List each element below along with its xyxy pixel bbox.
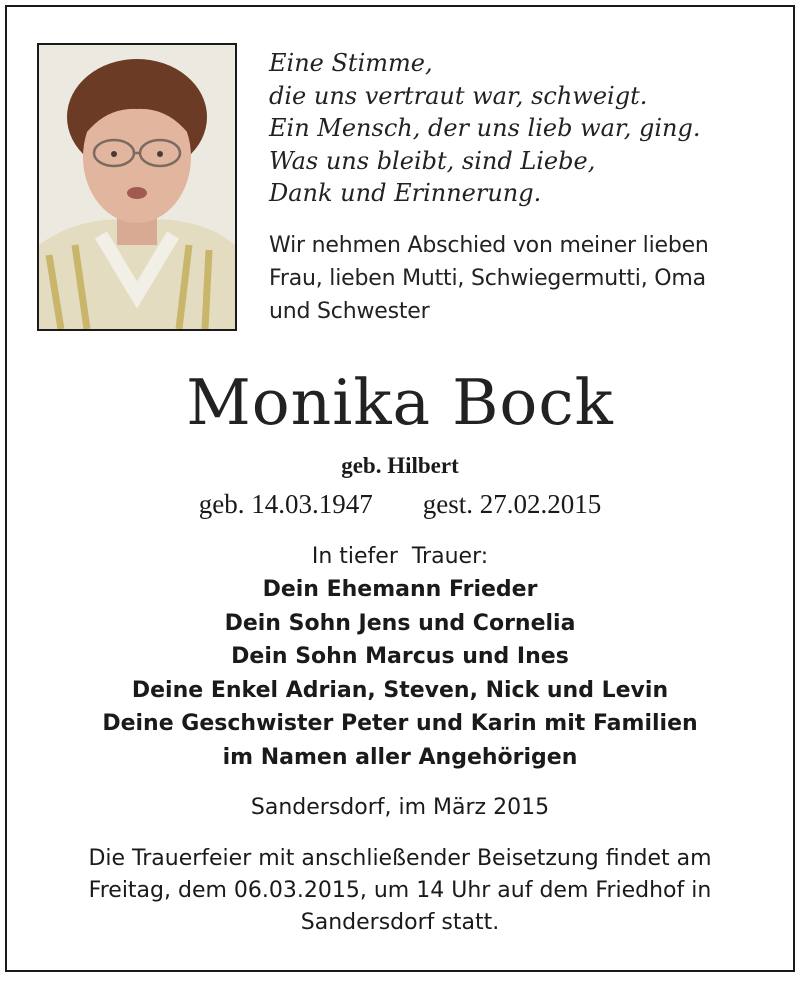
farewell-text [269, 229, 789, 328]
poem-line: die uns vertraut war, schweigt. [269, 81, 648, 110]
obituary-notice [5, 5, 795, 972]
deceased-name: Monika Bock [186, 366, 614, 439]
funeral-notice [37, 843, 763, 939]
farewell-line: Frau, lieben Mutti, Schwiegermutti, Oma [269, 266, 706, 291]
mourner-line: Deine Geschwister Peter und Karin mit Familien [102, 711, 698, 736]
mourners-list [7, 573, 793, 774]
maiden-name: geb. Hilbert [341, 453, 459, 478]
place-date: Sandersdorf, im März 2015 [250, 795, 550, 820]
mourner-line: Dein Sohn Jens und Cornelia [224, 610, 576, 636]
funeral-line: Freitag, dem 06.03.2015, um 14 Uhr auf dem Friedhof in [88, 878, 712, 903]
mourner-line: Dein Ehemann Frieder [262, 577, 538, 602]
mourner-line: Deine Enkel Adrian, Steven, Nick und Levin [131, 677, 669, 703]
mourning-intro: In tiefer Trauer: [311, 544, 489, 569]
portrait-image [39, 45, 235, 329]
funeral-line: Sandersdorf statt. [300, 910, 500, 935]
poem [269, 47, 779, 210]
farewell-line: Wir nehmen Abschied von meiner lieben [269, 233, 709, 258]
life-dates [7, 487, 793, 521]
farewell-line: und Schwester [269, 299, 430, 324]
poem-line: Dank und Erinnerung. [269, 179, 542, 207]
funeral-line: Die Trauerfeier mit anschließender Beisetzung findet am [88, 846, 712, 871]
portrait-photo [37, 43, 237, 331]
poem-line: Ein Mensch, der uns lieb war, ging. [269, 114, 701, 142]
mourner-line: Dein Sohn Marcus und Ines [231, 644, 569, 669]
death-date: gest. 27.02.2015 [422, 489, 602, 519]
birth-date: geb. 14.03.1947 [198, 489, 373, 519]
mourner-line: im Namen aller Angehörigen [222, 744, 578, 770]
poem-line: Eine Stimme, [269, 49, 433, 77]
poem-line: Was uns bleibt, sind Liebe, [269, 146, 596, 175]
